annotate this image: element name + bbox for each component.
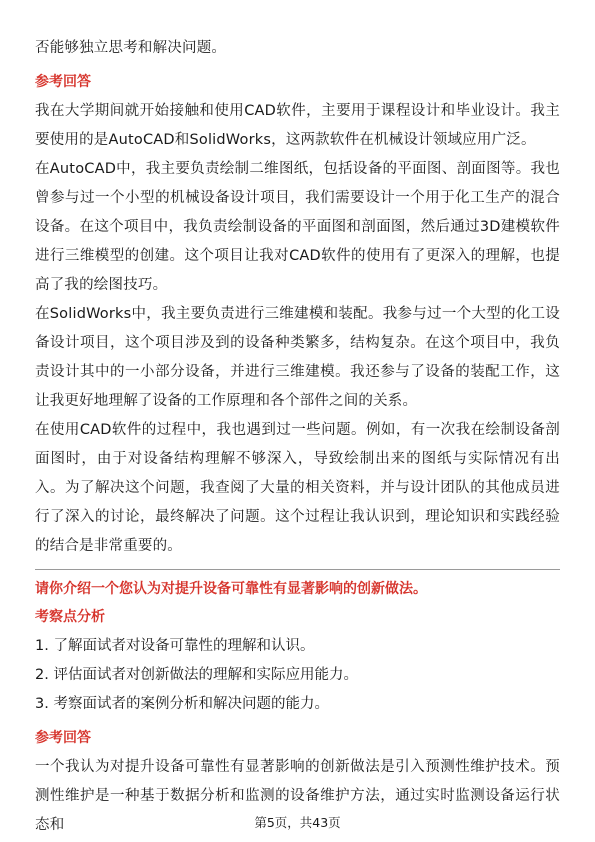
intro-line: 否能够独立思考和解决问题。 [35,40,227,56]
analysis-item: 2. 评估面试者对创新做法的理解和实际应用能力。 [35,667,358,683]
reference-answer-heading-2: 参考回答 [35,730,91,746]
answer-paragraph: 在AutoCAD中，我主要负责绘制二维图纸，包括设备的平面图、剖面图等。我也曾参与过一个小型的机械设备设计项目，我们需要设计一个用于化工生产的混合设备。在这个项目中，我负责绘制设备的平面图和剖面图，然后通过3D建模软件进行三维模型的创建。这个项目让我对CAD软件的使用有了更深入的理解，也提高了我的绘图技巧。 [35,161,560,293]
page-number: 第5页，共43页 [254,815,341,830]
analysis-item: 3. 考察面试者的案例分析和解决问题的能力。 [35,696,329,712]
answer-paragraph: 在使用CAD软件的过程中，我也遇到过一些问题。例如，有一次我在绘制设备剖面图时，由于对设备结构理解不够深入，导致绘制出来的图纸与实际情况有出入。为了解决这个问题，我查阅了大量的相关资料，并与设计团队的其他成员进行了深入的讨论，最终解决了问题。这个过程让我认识到，理论知识和实践经验的结合是非常重要的。 [35,422,560,554]
document-page [35,34,560,840]
analysis-heading: 考察点分析 [35,609,105,625]
section-divider [35,569,560,570]
answer-paragraph: 我在大学期间就开始接触和使用CAD软件，主要用于课程设计和毕业设计。我主要使用的是AutoCAD和SolidWorks，这两款软件在机械设计领域应用广泛。 [35,103,560,148]
answer-paragraph: 在SolidWorks中，我主要负责进行三维建模和装配。我参与过一个大型的化工设备设计项目，这个项目涉及到的设备种类繁多，结构复杂。在这个项目中，我负责设计其中的一小部分设备，并进行三维建模。我还参与了设备的装配工作，这让我更好地理解了设备的工作原理和各个部件之间的关系。 [35,306,560,409]
analysis-item: 1. 了解面试者对设备可靠性的理解和认识。 [35,638,315,654]
answer-paragraph-2: 一个我认为对提升设备可靠性有显著影响的创新做法是引入预测性维护技术。预测性维护是一种基于数据分析和监测的设备维护方法，通过实时监测设备运行状态和 [35,759,560,833]
reference-answer-heading: 参考回答 [35,74,91,90]
interview-question: 请你介绍一个您认为对提升设备可靠性有显著影响的创新做法。 [35,581,427,597]
